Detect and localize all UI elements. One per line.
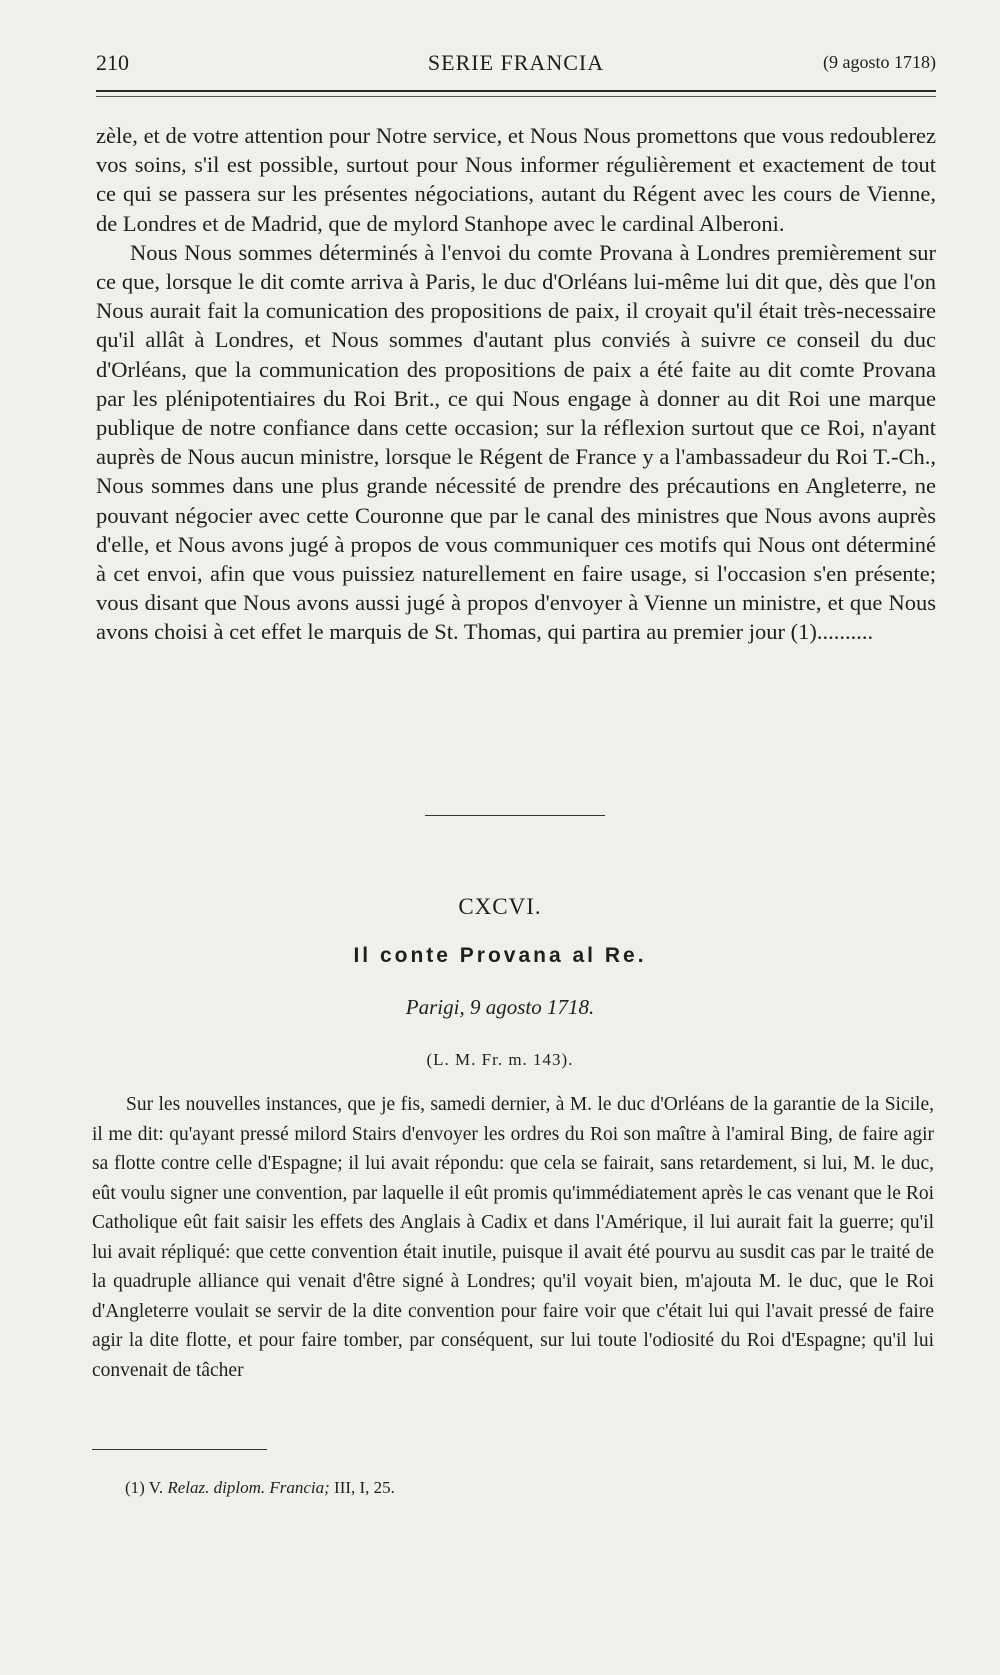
document-source: (L. M. Fr. m. 143).: [426, 1050, 574, 1069]
running-header: [96, 50, 936, 80]
document-title: Il conte Provana al Re.: [353, 944, 647, 967]
paragraph: Nous Nous sommes déterminés à l'envoi du comte Provana à Londres premièrement sur ce que, lorsque le dit comte arriva à Paris, le duc d'Orléans lui-même lui dit que, dès que l'on Nous aurait fait la comunication des propositions de paix, il croyait qu'il était très-necessaire qu'il allât à Londres, et Nous sommes d'autant plus conviés à suivre ce conseil du duc d'Orléans, que la communication des propositions de paix a été faite au dit comte Provana par les plénipotentiaires du Roi Brit., ce qui Nous engage à donner au dit Roi une marque publique de notre confiance dans cette occasion; sur la réflexion surtout que ce Roi, n'ayant auprès de Nous aucun ministre, lorsque le Régent de France y a l'ambassadeur du Roi T.-Ch., Nous sommes dans une plus grande nécessité de prendre des précautions en Angleterre, ne pouvant négocier avec cette Couronne que par le canal des ministres que Nous avons auprès d'elle, et Nous avons jugé à propos de vous communiquer ces motifs qui Nous ont déterminé à cet envoi, afin que vous puissiez naturellement en faire usage, si l'occasion s'en présente; vous disant que Nous avons aussi jugé à propos d'envoyer à Vienne un ministre, et que Nous avons choisi à cet effet le marquis de St. Thomas, qui partira au premier jour (1)..........: [96, 239, 936, 645]
footnote-reference: Relaz. diplom. Francia;: [167, 1478, 330, 1497]
paragraph: zèle, et de votre attention pour Notre service, et Nous Nous promettons que vous redoublerez vos soins, s'il est possible, surtout pour Nous informer régulièrement et exactement de tout ce qui se passera sur les présentes négociations, autant du Régent avec les cours de Vienne, de Londres et de Madrid, que de mylord Stanhope avec le cardinal Alberoni.: [96, 123, 936, 236]
document-place-date: Parigi, 9 agosto 1718.: [405, 995, 595, 1019]
footnote: [125, 1478, 395, 1498]
header-date: (9 agosto 1718): [823, 52, 936, 72]
header-rule-thin: [96, 96, 936, 97]
letter-text: [92, 1090, 934, 1385]
running-title: SERIE FRANCIA: [427, 50, 605, 75]
document-number: CXCVI.: [458, 894, 542, 919]
footnote-volume: III, I, 25.: [334, 1478, 395, 1497]
page-number: 210: [96, 50, 129, 75]
section-separator: [425, 815, 605, 816]
main-text: [96, 121, 936, 647]
paragraph: Sur les nouvelles instances, que je fis, samedi dernier, à M. le duc d'Orléans de la garantie de la Sicile, il me dit: qu'ayant pressé milord Stairs d'envoyer les ordres du Roi son maître à l'amiral Bing, de faire agir sa flotte contre celle d'Espagne; il lui avait répondu: que cela se fairait, sans retardement, si lui, M. le duc, eût voulu signer une convention, par laquelle il eût promis qu'immédiatement après le cas venant que le Roi Catholique eût fait saisir les effets des Anglais à Cadix et dans l'Amérique, il lui aurait fait la guerre; qu'il lui avait répliqué: que cette convention était inutile, puisque il avait été pourvu au susdit cas par le traité de la quadruple alliance qui venait d'être signé à Londres; qu'il voyait bien, m'ajouta M. le duc, que le Roi d'Angleterre voulait se servir de la dite convention pour faire voir que c'était lui qui l'avait pressé de faire agir la dite flotte, et pour faire tomber, par conséquent, sur lui toute l'odiosité du Roi d'Espagne; qu'il lui convenait de tâcher: [92, 1094, 934, 1381]
header-rule: [96, 90, 936, 92]
footnote-marker: (1) V.: [125, 1478, 164, 1497]
footnote-rule: [92, 1449, 267, 1450]
